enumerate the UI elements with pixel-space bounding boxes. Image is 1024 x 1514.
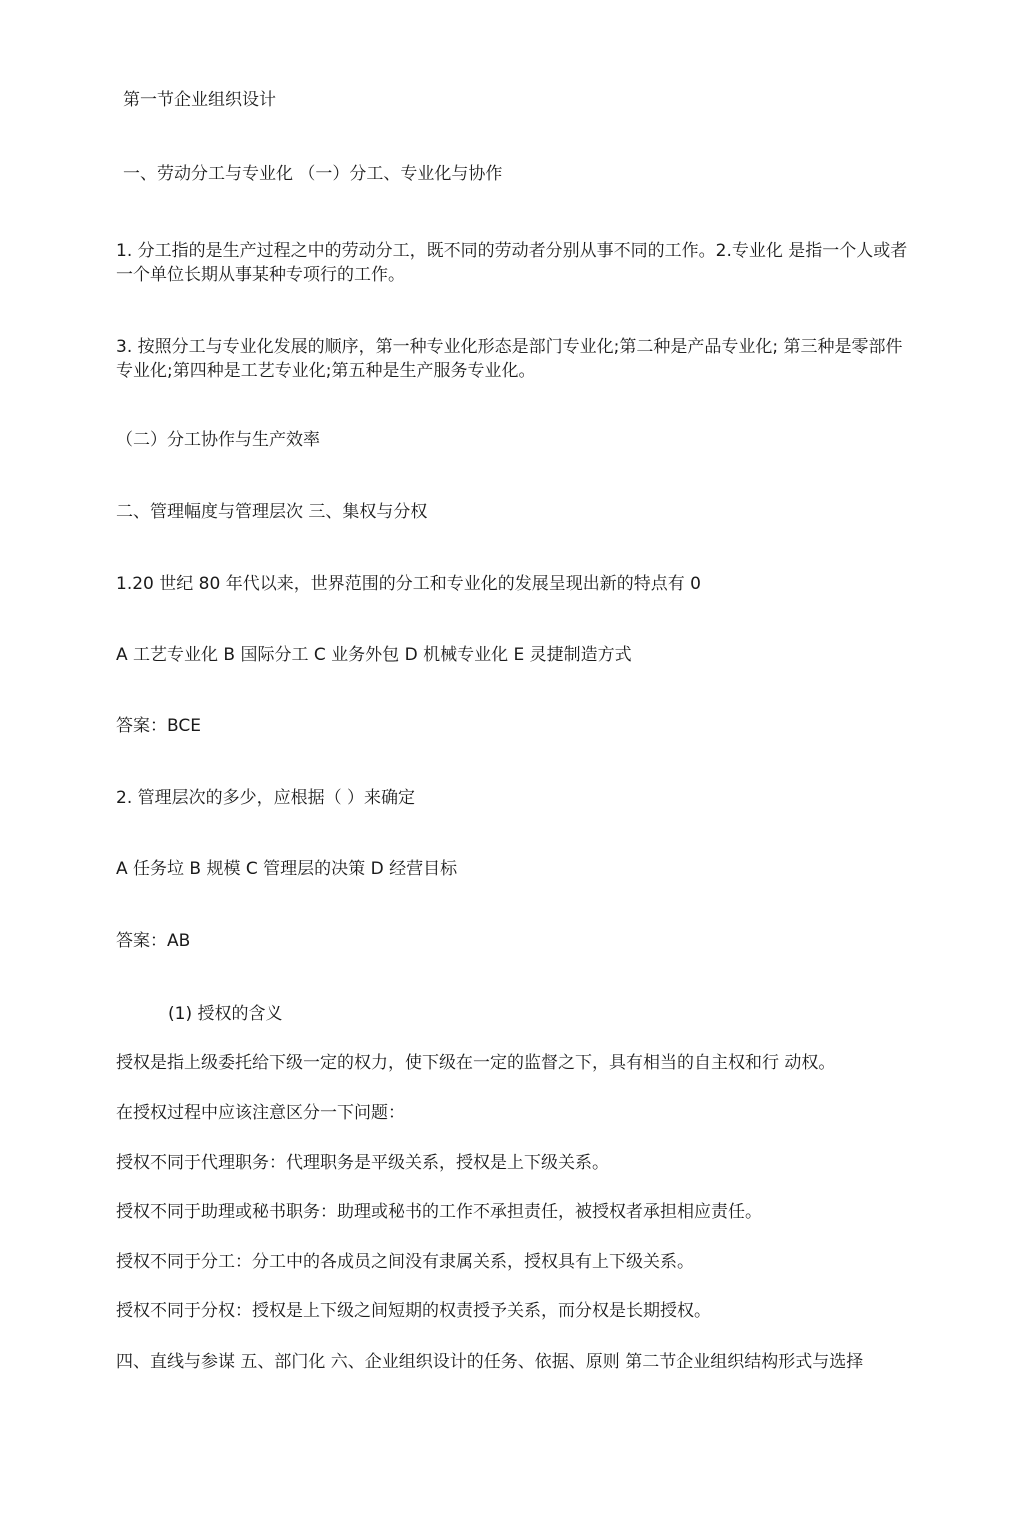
- question-1-options: A 工艺专业化 B 国际分工 C 业务外包 D 机械专业化 E 灵捷制造方式: [116, 645, 632, 665]
- paragraph-authorization-definition: 授权是指上级委托给下级一定的权力，使下级在一定的监督之下，具有相当的自主权和行 动权。: [116, 1053, 836, 1073]
- question-2: 2. 管理层次的多少，应根据（ ）来确定: [116, 788, 416, 808]
- paragraph-vs-decentralization: 授权不同于分权：授权是上下级之间短期的权责授予关系，而分权是长期授权。: [116, 1301, 711, 1321]
- question-1: 1.20 世纪 80 年代以来，世界范围的分工和专业化的发展呈现出新的特点有 0: [116, 574, 701, 594]
- paragraph-vs-acting-position: 授权不同于代理职务：代理职务是平级关系，授权是上下级关系。: [116, 1153, 609, 1173]
- subheading-authorization-meaning: (1) 授权的含义: [168, 1004, 283, 1024]
- paragraph-authorization-notes: 在授权过程中应该注意区分一下问题：: [116, 1103, 405, 1123]
- paragraph-vs-division: 授权不同于分工：分工中的各成员之间没有隶属关系，授权具有上下级关系。: [116, 1252, 694, 1272]
- question-2-options: A 任务垃 B 规模 C 管理层的决策 D 经营目标: [116, 859, 458, 879]
- paragraph-division-definition: 1. 分工指的是生产过程之中的劳动分工，既不同的劳动者分别从事不同的工作。2.专业化 是指一个人或者一个单位长期从事某种专项行的工作。: [116, 241, 908, 285]
- question-1-answer: 答案：BCE: [116, 716, 201, 736]
- question-2-answer: 答案：AB: [116, 931, 191, 951]
- heading-division-of-labor: 一、劳动分工与专业化 （一）分工、专业化与协作: [123, 164, 503, 184]
- section-title: 第一节企业组织设计: [123, 90, 276, 110]
- heading-cooperation-efficiency: （二）分工协作与生产效率: [116, 430, 320, 450]
- paragraph-specialization-order: 3. 按照分工与专业化发展的顺序，第一种专业化形态是部门专业化;第二种是产品专业化; 第三种是零部件专业化;第四种是工艺专业化;第五种是生产服务专业化。: [116, 337, 903, 381]
- heading-management-span: 二、管理幅度与管理层次 三、集权与分权: [116, 502, 428, 522]
- paragraph-vs-assistant: 授权不同于助理或秘书职务：助理或秘书的工作不承担责任，被授权者承担相应责任。: [116, 1202, 762, 1222]
- heading-line-and-staff: 四、直线与参谋 五、部门化 六、企业组织设计的任务、依据、原则 第二节企业组织结构形式与选择: [116, 1352, 864, 1372]
